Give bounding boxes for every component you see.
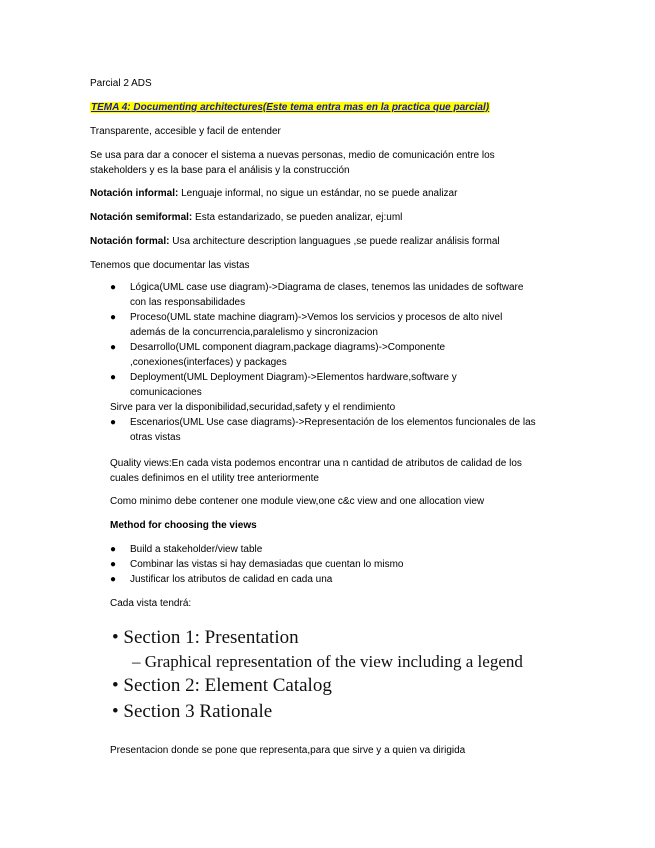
notation-semiformal-label: Notación semiformal: bbox=[90, 212, 193, 223]
quality-line1: Quality views:En cada vista podemos encontrar una n cantidad de atributos de calidad de los bbox=[110, 458, 522, 469]
slide-section-1-sub: – Graphical representation of the view including a legend bbox=[132, 652, 523, 671]
views-list bbox=[110, 280, 560, 445]
document-title: Parcial 2 ADS bbox=[90, 78, 152, 89]
bullet-icon: ● bbox=[110, 544, 117, 555]
list-item: ● Proceso(UML state machine diagram)->Vemos los servicios y procesos de alto nivel además de la concurrencia,paralelismo y sincronizacion bbox=[110, 312, 503, 338]
minimum-views: Como minimo debe contener one module view,one c&c view and one allocation view bbox=[110, 496, 485, 507]
list-item: ● Deployment(UML Deployment Diagram)->Elementos hardware,software y comunicaciones Sirve para ver la disponibilidad,securidad,safety y el rendimiento bbox=[110, 370, 560, 415]
deployment-note: Sirve para ver la disponibilidad,securidad,safety y el rendimiento bbox=[110, 402, 396, 413]
list-item: ● Build a stakeholder/view table bbox=[110, 544, 263, 555]
final-paragraph: Presentacion donde se pone que representa,para que sirve y a quien va dirigida bbox=[110, 745, 466, 756]
list-item: ● Desarrollo(UML component diagram,package diagrams)->Componente ,conexiones(interfaces) y packages bbox=[110, 342, 446, 368]
notation-formal bbox=[90, 234, 500, 249]
bullet-icon: ● bbox=[110, 559, 117, 570]
views-intro: Tenemos que documentar las vistas bbox=[90, 260, 250, 271]
topic-highlight: TEMA 4: Documenting architectures(Este tema entra mas en la practica que parcial) bbox=[91, 102, 490, 113]
notation-informal-text: Lenguaje informal, no sigue un estándar, no se puede analizar bbox=[178, 188, 458, 199]
notation-informal bbox=[90, 186, 457, 201]
method-title: Method for choosing the views bbox=[110, 520, 257, 531]
notation-semiformal bbox=[90, 210, 402, 225]
list-item: ● Lógica(UML case use diagram)->Diagrama de clases, tenemos las unidades de software con las responsabilidades bbox=[110, 282, 524, 308]
bullet-icon: ● bbox=[110, 282, 117, 293]
slide-section-1: • Section 1: Presentation bbox=[112, 627, 299, 648]
bullet-icon: ● bbox=[110, 417, 117, 428]
list-item: ● Escenarios(UML Use case diagrams)->Representación de los elementos funcionales de las otras vistas bbox=[110, 417, 536, 443]
notation-formal-label: Notación formal: bbox=[90, 236, 170, 247]
bullet-icon: ● bbox=[110, 342, 117, 353]
paragraph-purpose-line1: Se usa para dar a conocer el sistema a nuevas personas, medio de comunicación entre los bbox=[90, 150, 495, 161]
paragraph-purpose-line2: stakeholders y es la base para el análisis y la construcción bbox=[90, 165, 350, 176]
list-item: ● Justificar los atributos de calidad en cada una bbox=[110, 574, 333, 585]
method-list bbox=[110, 542, 560, 587]
bullet-icon: ● bbox=[110, 574, 117, 585]
notation-informal-label: Notación informal: bbox=[90, 188, 179, 199]
cada-vista: Cada vista tendrá: bbox=[110, 598, 192, 609]
bullet-icon: ● bbox=[110, 312, 117, 323]
slide-section-2: • Section 2: Element Catalog bbox=[112, 675, 332, 696]
slide-section-3: • Section 3 Rationale bbox=[112, 701, 273, 722]
notation-formal-text: Usa architecture description languagues ,se puede realizar análisis formal bbox=[169, 236, 500, 247]
topic-heading bbox=[90, 100, 490, 115]
notation-semiformal-text: Esta estandarizado, se pueden analizar, ej:uml bbox=[192, 212, 403, 223]
paragraph-transparente: Transparente, accesible y facil de entender bbox=[90, 126, 281, 137]
slide-image bbox=[112, 625, 523, 725]
list-item: ● Combinar las vistas si hay demasiadas que cuentan lo mismo bbox=[110, 559, 404, 570]
bullet-icon: ● bbox=[110, 372, 117, 383]
quality-line2: cuales definimos en el utility tree anteriormente bbox=[110, 473, 319, 484]
